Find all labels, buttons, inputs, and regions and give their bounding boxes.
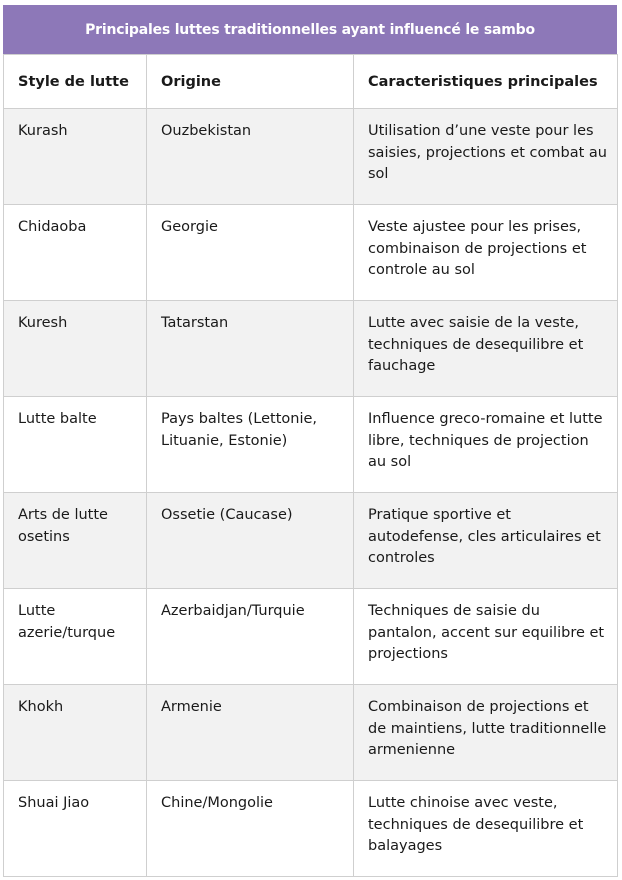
header-style: Style de lutte — [4, 55, 147, 109]
styles-table-grid — [3, 54, 618, 877]
cell-characteristics: Utilisation d’une veste pour les saisies, projections et combat au sol — [354, 109, 618, 205]
cell-origin: Ossetie (Caucase) — [147, 493, 354, 589]
cell-style: Chidaoba — [4, 205, 147, 301]
cell-origin: Tatarstan — [147, 301, 354, 397]
cell-characteristics: Lutte avec saisie de la veste, techniques de desequilibre et fauchage — [354, 301, 618, 397]
cell-characteristics: Techniques de saisie du pantalon, accent sur equilibre et projections — [354, 589, 618, 685]
table-row — [4, 301, 618, 397]
cell-characteristics: Influence greco-romaine et lutte libre, techniques de projection au sol — [354, 397, 618, 493]
cell-origin: Georgie — [147, 205, 354, 301]
cell-characteristics: Lutte chinoise avec veste, techniques de desequilibre et balayages — [354, 781, 618, 877]
cell-style: Lutte balte — [4, 397, 147, 493]
header-characteristics: Caracteristiques principales — [354, 55, 618, 109]
cell-style: Arts de lutte osetins — [4, 493, 147, 589]
cell-origin: Chine/Mongolie — [147, 781, 354, 877]
cell-style: Lutte azerie/turque — [4, 589, 147, 685]
table-row — [4, 397, 618, 493]
cell-characteristics: Combinaison de projections et de maintiens, lutte traditionnelle armenienne — [354, 685, 618, 781]
cell-origin: Armenie — [147, 685, 354, 781]
cell-style: Kuresh — [4, 301, 147, 397]
cell-origin: Azerbaidjan/Turquie — [147, 589, 354, 685]
table-row — [4, 781, 618, 877]
cell-style: Shuai Jiao — [4, 781, 147, 877]
table-row — [4, 205, 618, 301]
table-title: Principales luttes traditionnelles ayant influencé le sambo — [3, 5, 617, 54]
table-row — [4, 685, 618, 781]
cell-characteristics: Veste ajustee pour les prises, combinaison de projections et controle au sol — [354, 205, 618, 301]
wrestling-styles-table — [3, 5, 617, 877]
cell-origin: Ouzbekistan — [147, 109, 354, 205]
table-row — [4, 109, 618, 205]
header-origin: Origine — [147, 55, 354, 109]
cell-style: Khokh — [4, 685, 147, 781]
cell-style: Kurash — [4, 109, 147, 205]
cell-characteristics: Pratique sportive et autodefense, cles articulaires et controles — [354, 493, 618, 589]
cell-origin: Pays baltes (Lettonie, Lituanie, Estonie) — [147, 397, 354, 493]
table-row — [4, 493, 618, 589]
table-row — [4, 589, 618, 685]
header-row — [4, 55, 618, 109]
